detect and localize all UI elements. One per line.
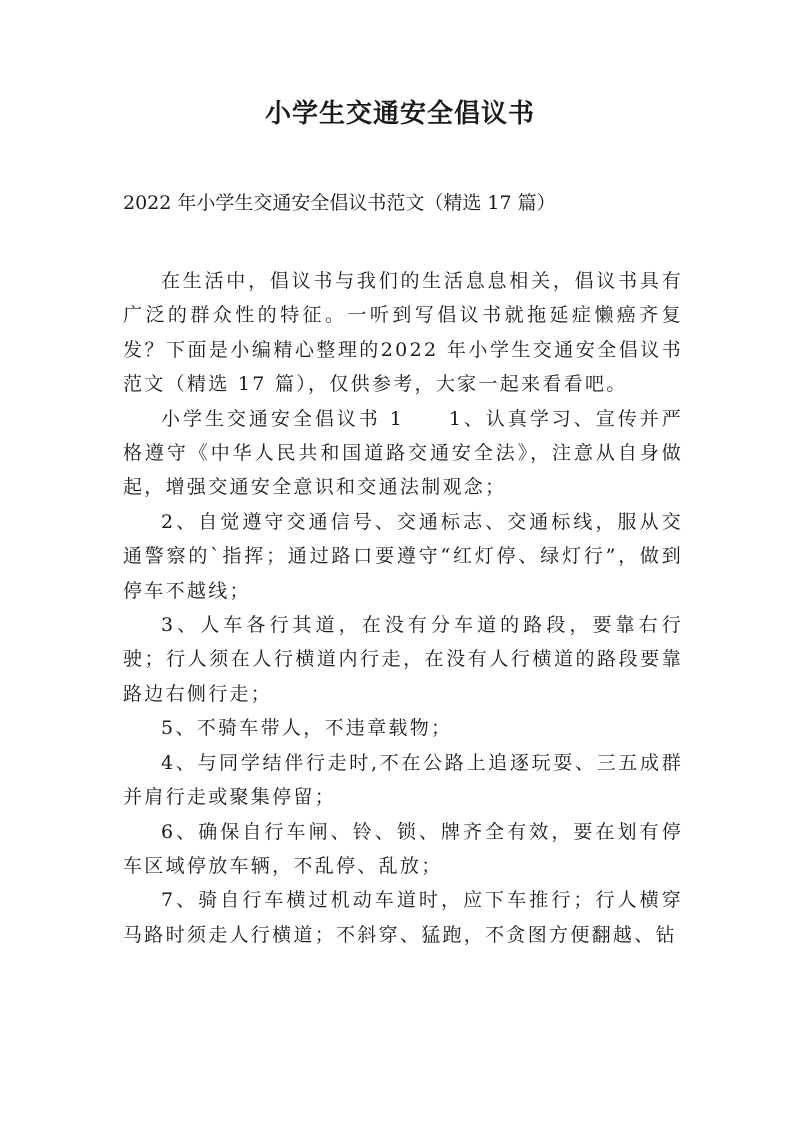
paragraph-intro: 在生活中，倡议书与我们的生活息息相关，倡议书具有广泛的群众性的特征。一听到写倡议书就拖延症懒癌齐复发？下面是小编精心整理的2022 年小学生交通安全倡议书范文（精选 17 篇），仅供参考，大家一起来看看吧。	[123, 270, 683, 396]
paragraph-item-3: 3、人车各行其道，在没有分车道的路段，要靠右行驶；行人须在人行横道内行走，在没有人行横道的路段要靠路边右侧行走；	[123, 614, 683, 705]
paragraph-item-1: 小学生交通安全倡议书 1 1、认真学习、宣传并严格遵守《中华人民共和国道路交通安全法》，注意从自身做起，增强交通安全意识和交通法制观念；	[123, 407, 683, 499]
document-body	[123, 264, 683, 952]
document-subtitle: 2022 年小学生交通安全倡议书范文（精选 17 篇）	[123, 192, 556, 214]
paragraph-item-2: 2、自觉遵守交通信号、交通标志、交通标线，服从交通警察的`指挥；通过路口要遵守“红灯停、绿灯行”，做到停车不越线；	[123, 510, 683, 602]
paragraph-item-4: 4、与同学结伴行走时,不在公路上追逐玩耍、三五成群并肩行走或聚集停留；	[123, 751, 683, 809]
document-title: 小学生交通安全倡议书	[264, 99, 535, 129]
paragraph-item-6: 6、确保自行车闸、铃、锁、牌齐全有效，要在划有停车区域停放车辆，不乱停、乱放；	[123, 820, 683, 877]
paragraph-item-7: 7、骑自行车横过机动车道时，应下车推行；行人横穿马路时须走人行横道；不斜穿、猛跑，不贪图方便翻越、钻	[123, 889, 683, 946]
paragraph-item-5: 5、不骑车带人，不违章载物；	[161, 717, 453, 740]
